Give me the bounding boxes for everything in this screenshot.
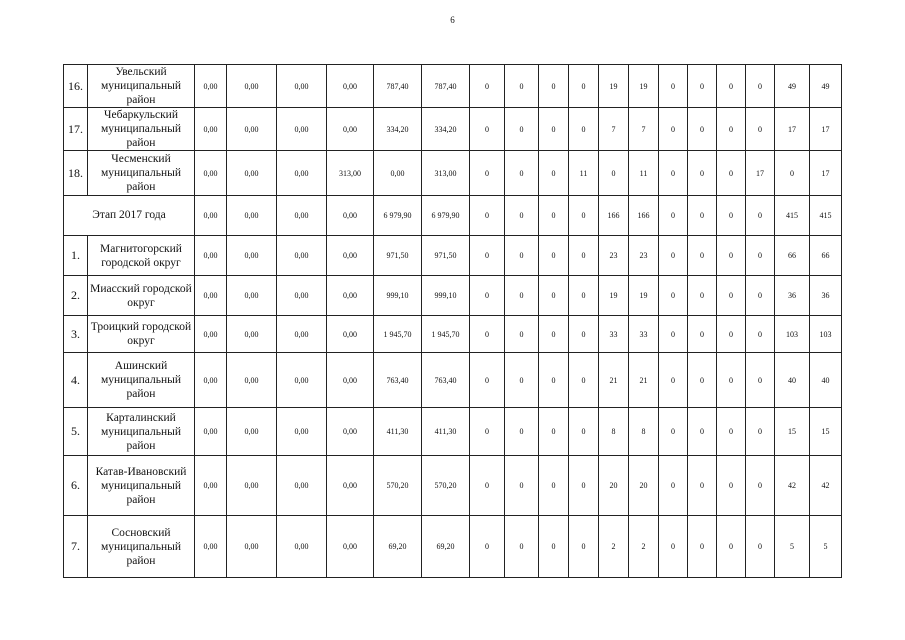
table-row [64,408,842,456]
value-cell: 6 979,90 [422,196,470,236]
value-cell: 19 [599,276,629,316]
value-cell: 0,00 [277,236,327,276]
value-cell: 0 [659,236,688,276]
value-cell: 0,00 [195,108,227,151]
value-cell: 0,00 [195,516,227,578]
value-cell: 0,00 [195,151,227,196]
value-cell: 0 [539,456,569,516]
value-cell: 69,20 [374,516,422,578]
value-cell: 0,00 [195,316,227,353]
value-cell: 0 [505,236,539,276]
value-cell: 0 [717,516,746,578]
value-cell: 166 [629,196,659,236]
value-cell: 0,00 [277,316,327,353]
value-cell: 17 [810,108,842,151]
value-cell: 0,00 [327,353,374,408]
value-cell: 0 [505,196,539,236]
value-cell: 0 [470,236,505,276]
table-row [64,316,842,353]
value-cell: 0 [746,516,775,578]
table-row [64,236,842,276]
value-cell: 103 [775,316,810,353]
value-cell: 0 [746,456,775,516]
value-cell: 36 [775,276,810,316]
value-cell: 8 [599,408,629,456]
value-cell: 0 [688,516,717,578]
value-cell: 0 [688,151,717,196]
value-cell: 971,50 [374,236,422,276]
value-cell: 103 [810,316,842,353]
value-cell: 0 [539,196,569,236]
value-cell: 0,00 [227,276,277,316]
table-row [64,151,842,196]
table-row [64,516,842,578]
value-cell: 0,00 [195,353,227,408]
value-cell: 15 [775,408,810,456]
value-cell: 763,40 [422,353,470,408]
row-number: 4. [64,353,88,408]
value-cell: 0,00 [227,196,277,236]
row-number: 5. [64,408,88,456]
value-cell: 0,00 [195,276,227,316]
value-cell: 0 [717,151,746,196]
value-cell: 0 [569,108,599,151]
value-cell: 0,00 [195,408,227,456]
value-cell: 0 [659,108,688,151]
value-cell: 40 [775,353,810,408]
value-cell: 0 [746,65,775,108]
value-cell: 21 [629,353,659,408]
value-cell: 0,00 [227,151,277,196]
value-cell: 0 [569,236,599,276]
value-cell: 0 [688,108,717,151]
page-number: 6 [450,15,455,25]
stage-row [64,196,842,236]
value-cell: 0 [569,408,599,456]
table-row [64,65,842,108]
value-cell: 0,00 [227,408,277,456]
value-cell: 0 [539,65,569,108]
value-cell: 0 [470,456,505,516]
value-cell: 23 [599,236,629,276]
municipality-name: Троицкий городской округ [88,316,195,353]
value-cell: 19 [629,65,659,108]
value-cell: 0,00 [277,196,327,236]
value-cell: 0 [505,456,539,516]
value-cell: 66 [810,236,842,276]
value-cell: 570,20 [422,456,470,516]
value-cell: 11 [629,151,659,196]
value-cell: 40 [810,353,842,408]
value-cell: 0 [470,316,505,353]
value-cell: 0,00 [277,516,327,578]
value-cell: 49 [775,65,810,108]
value-cell: 0,00 [277,456,327,516]
value-cell: 0,00 [227,236,277,276]
value-cell: 411,30 [422,408,470,456]
value-cell: 49 [810,65,842,108]
value-cell: 334,20 [374,108,422,151]
table-body [64,65,842,578]
value-cell: 0 [569,456,599,516]
value-cell: 0 [470,408,505,456]
value-cell: 0,00 [327,196,374,236]
value-cell: 0 [659,408,688,456]
value-cell: 17 [775,108,810,151]
value-cell: 0 [688,353,717,408]
value-cell: 7 [629,108,659,151]
value-cell: 0,00 [327,65,374,108]
value-cell: 415 [775,196,810,236]
value-cell: 2 [629,516,659,578]
value-cell: 0 [688,456,717,516]
value-cell: 0 [569,196,599,236]
value-cell: 20 [629,456,659,516]
value-cell: 166 [599,196,629,236]
value-cell: 0 [659,353,688,408]
value-cell: 0 [659,65,688,108]
value-cell: 787,40 [374,65,422,108]
value-cell: 0 [717,276,746,316]
value-cell: 0 [470,108,505,151]
value-cell: 33 [599,316,629,353]
value-cell: 0 [659,151,688,196]
value-cell: 0 [717,236,746,276]
value-cell: 0 [659,316,688,353]
value-cell: 1 945,70 [374,316,422,353]
value-cell: 19 [629,276,659,316]
value-cell: 0,00 [227,316,277,353]
value-cell: 0 [505,516,539,578]
value-cell: 0 [717,196,746,236]
value-cell: 0 [470,276,505,316]
value-cell: 42 [810,456,842,516]
value-cell: 0,00 [327,276,374,316]
municipality-name: Карталинский муниципальный район [88,408,195,456]
value-cell: 0 [539,516,569,578]
row-number: 17. [64,108,88,151]
value-cell: 415 [810,196,842,236]
value-cell: 7 [599,108,629,151]
row-number: 3. [64,316,88,353]
value-cell: 0,00 [227,456,277,516]
value-cell: 0,00 [195,65,227,108]
value-cell: 42 [775,456,810,516]
value-cell: 0 [659,516,688,578]
value-cell: 2 [599,516,629,578]
municipality-name: Увельский муниципальный район [88,65,195,108]
value-cell: 33 [629,316,659,353]
value-cell: 0 [688,196,717,236]
value-cell: 0,00 [277,408,327,456]
value-cell: 21 [599,353,629,408]
value-cell: 0 [688,65,717,108]
value-cell: 0 [746,108,775,151]
value-cell: 0 [688,236,717,276]
value-cell: 0 [470,196,505,236]
value-cell: 0 [505,408,539,456]
value-cell: 0 [505,151,539,196]
municipality-name: Чесменский муниципальный район [88,151,195,196]
value-cell: 0,00 [277,151,327,196]
value-cell: 0 [569,276,599,316]
value-cell: 787,40 [422,65,470,108]
municipality-name: Сосновский муниципальный район [88,516,195,578]
value-cell: 20 [599,456,629,516]
value-cell: 0 [505,353,539,408]
value-cell: 0 [470,353,505,408]
municipality-name: Магнитогорский городской округ [88,236,195,276]
value-cell: 0,00 [327,236,374,276]
value-cell: 0 [775,151,810,196]
value-cell: 0,00 [277,276,327,316]
value-cell: 0,00 [327,516,374,578]
value-cell: 0 [539,276,569,316]
value-cell: 5 [810,516,842,578]
value-cell: 0 [569,65,599,108]
value-cell: 0 [569,316,599,353]
row-number: 2. [64,276,88,316]
value-cell: 763,40 [374,353,422,408]
value-cell: 313,00 [422,151,470,196]
value-cell: 0 [505,108,539,151]
value-cell: 0 [688,408,717,456]
municipality-name: Миасский городской округ [88,276,195,316]
value-cell: 0 [470,516,505,578]
value-cell: 1 945,70 [422,316,470,353]
municipality-name: Чебаркульский муниципальный район [88,108,195,151]
value-cell: 0,00 [327,456,374,516]
value-cell: 0 [746,276,775,316]
value-cell: 0 [539,108,569,151]
value-cell: 971,50 [422,236,470,276]
value-cell: 69,20 [422,516,470,578]
value-cell: 0,00 [277,65,327,108]
value-cell: 0 [717,65,746,108]
table-row [64,276,842,316]
row-number: 1. [64,236,88,276]
value-cell: 66 [775,236,810,276]
row-number: 16. [64,65,88,108]
value-cell: 0 [539,236,569,276]
value-cell: 0 [569,516,599,578]
value-cell: 19 [599,65,629,108]
value-cell: 0,00 [327,408,374,456]
value-cell: 0,00 [374,151,422,196]
value-cell: 0,00 [277,108,327,151]
value-cell: 0 [659,456,688,516]
value-cell: 6 979,90 [374,196,422,236]
value-cell: 999,10 [374,276,422,316]
value-cell: 15 [810,408,842,456]
value-cell: 17 [810,151,842,196]
value-cell: 0 [505,65,539,108]
value-cell: 0 [659,196,688,236]
table-row [64,108,842,151]
value-cell: 0 [539,353,569,408]
value-cell: 0 [746,316,775,353]
row-number: 7. [64,516,88,578]
value-cell: 0 [717,456,746,516]
value-cell: 411,30 [374,408,422,456]
value-cell: 0 [717,408,746,456]
value-cell: 0,00 [195,456,227,516]
value-cell: 0,00 [277,353,327,408]
value-cell: 0,00 [327,316,374,353]
value-cell: 0 [746,353,775,408]
value-cell: 0 [688,316,717,353]
value-cell: 0,00 [195,196,227,236]
value-cell: 0 [717,316,746,353]
value-cell: 23 [629,236,659,276]
value-cell: 0 [569,353,599,408]
value-cell: 0 [599,151,629,196]
value-cell: 0 [505,316,539,353]
value-cell: 0 [470,151,505,196]
value-cell: 0 [717,353,746,408]
value-cell: 0,00 [227,516,277,578]
data-table [63,64,842,578]
value-cell: 0,00 [327,108,374,151]
value-cell: 0,00 [227,65,277,108]
value-cell: 8 [629,408,659,456]
row-number: 6. [64,456,88,516]
table-row [64,456,842,516]
municipality-name: Ашинский муниципальный район [88,353,195,408]
value-cell: 570,20 [374,456,422,516]
value-cell: 0,00 [227,353,277,408]
stage-label: Этап 2017 года [64,196,195,236]
municipality-name: Катав-Ивановский муниципальный район [88,456,195,516]
value-cell: 0,00 [195,236,227,276]
value-cell: 999,10 [422,276,470,316]
value-cell: 17 [746,151,775,196]
value-cell: 0,00 [227,108,277,151]
value-cell: 0 [539,408,569,456]
value-cell: 0 [688,276,717,316]
value-cell: 0 [539,316,569,353]
table-row [64,353,842,408]
value-cell: 313,00 [327,151,374,196]
value-cell: 0 [470,65,505,108]
value-cell: 36 [810,276,842,316]
value-cell: 0 [659,276,688,316]
row-number: 18. [64,151,88,196]
value-cell: 0 [717,108,746,151]
value-cell: 0 [746,196,775,236]
value-cell: 11 [569,151,599,196]
value-cell: 5 [775,516,810,578]
value-cell: 0 [505,276,539,316]
value-cell: 334,20 [422,108,470,151]
value-cell: 0 [539,151,569,196]
value-cell: 0 [746,408,775,456]
value-cell: 0 [746,236,775,276]
